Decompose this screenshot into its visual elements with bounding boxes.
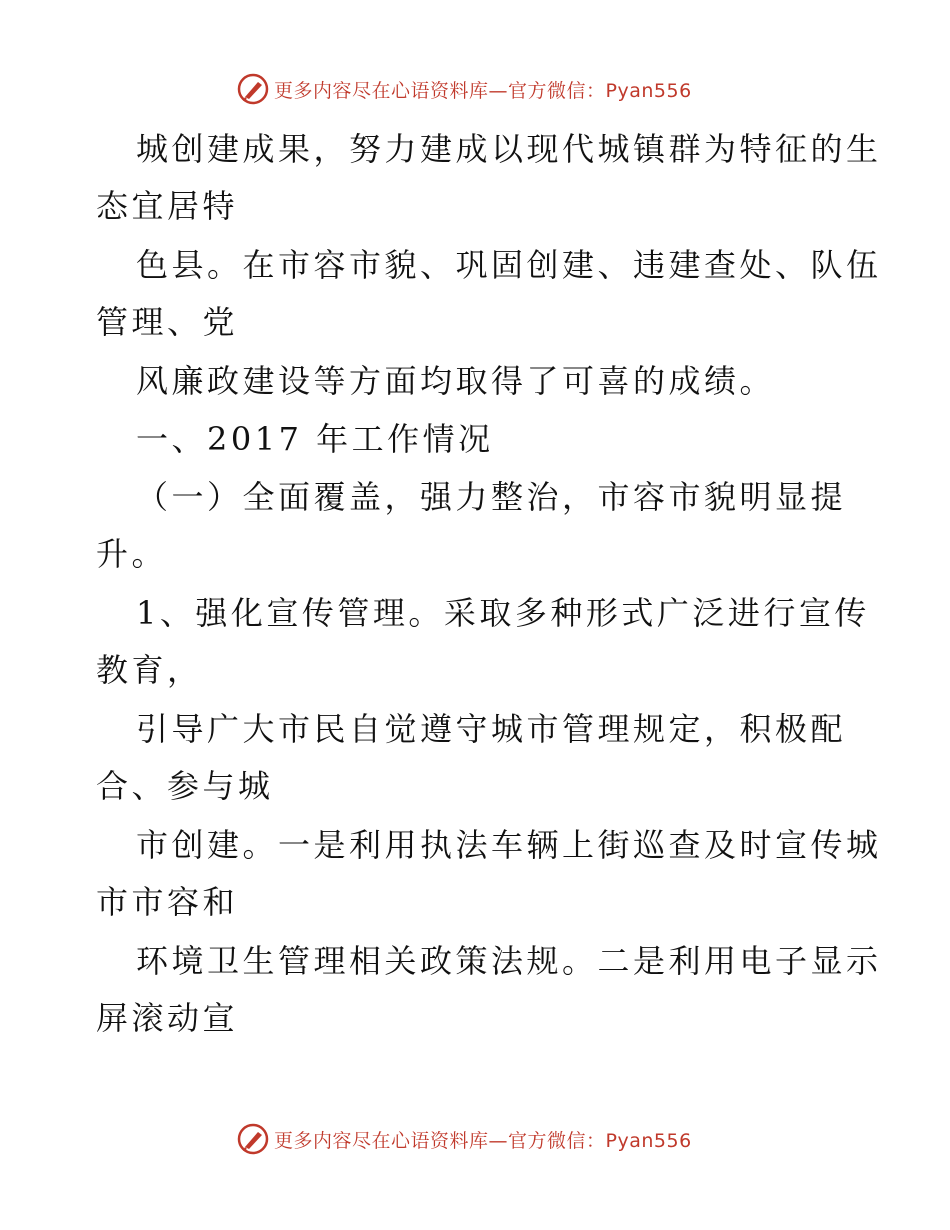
watermark-footer [236, 1122, 692, 1156]
watermark-header [236, 72, 692, 106]
paragraph-line: 市市容和 [96, 883, 239, 921]
paragraph-line: 城创建成果，努力建成以现代城镇群为特征的生 [136, 130, 882, 168]
paragraph-line: 引导广大市民自觉遵守城市管理规定，积极配 [136, 710, 847, 748]
watermark-text-cn: 更多内容尽在心语资料库 [274, 1129, 489, 1152]
watermark-text-wechat: —官方微信：Pyan556 [488, 1129, 692, 1152]
paragraph-line: 态宜居特 [96, 187, 239, 225]
section-heading: 一、2017 年工作情况 [136, 420, 494, 458]
paragraph-line: 环境卫生管理相关政策法规。二是利用电子显示 [136, 942, 882, 980]
pen-logo-icon [236, 1122, 270, 1156]
paragraph-line: 屏滚动宣 [96, 999, 239, 1037]
paragraph-line: 色县。在市容市貌、巩固创建、违建查处、队伍 [136, 246, 882, 284]
watermark-text-wechat: —官方微信：Pyan556 [488, 79, 692, 102]
paragraph-line: 管理、党 [96, 303, 239, 341]
pen-logo-icon [236, 72, 270, 106]
paragraph-line: 升。 [96, 535, 168, 573]
paragraph-line: 风廉政建设等方面均取得了可喜的成绩。 [136, 362, 776, 400]
subsection-heading: （一）全面覆盖，强力整治，市容市貌明显提 [136, 478, 847, 516]
paragraph-line: 1、强化宣传管理。采取多种形式广泛进行宣传 [136, 594, 870, 632]
paragraph-line: 市创建。一是利用执法车辆上街巡查及时宣传城 [136, 826, 882, 864]
paragraph-line: 教育， [96, 651, 203, 689]
paragraph-line: 合、参与城 [96, 767, 274, 805]
watermark-text-cn: 更多内容尽在心语资料库 [274, 79, 489, 102]
